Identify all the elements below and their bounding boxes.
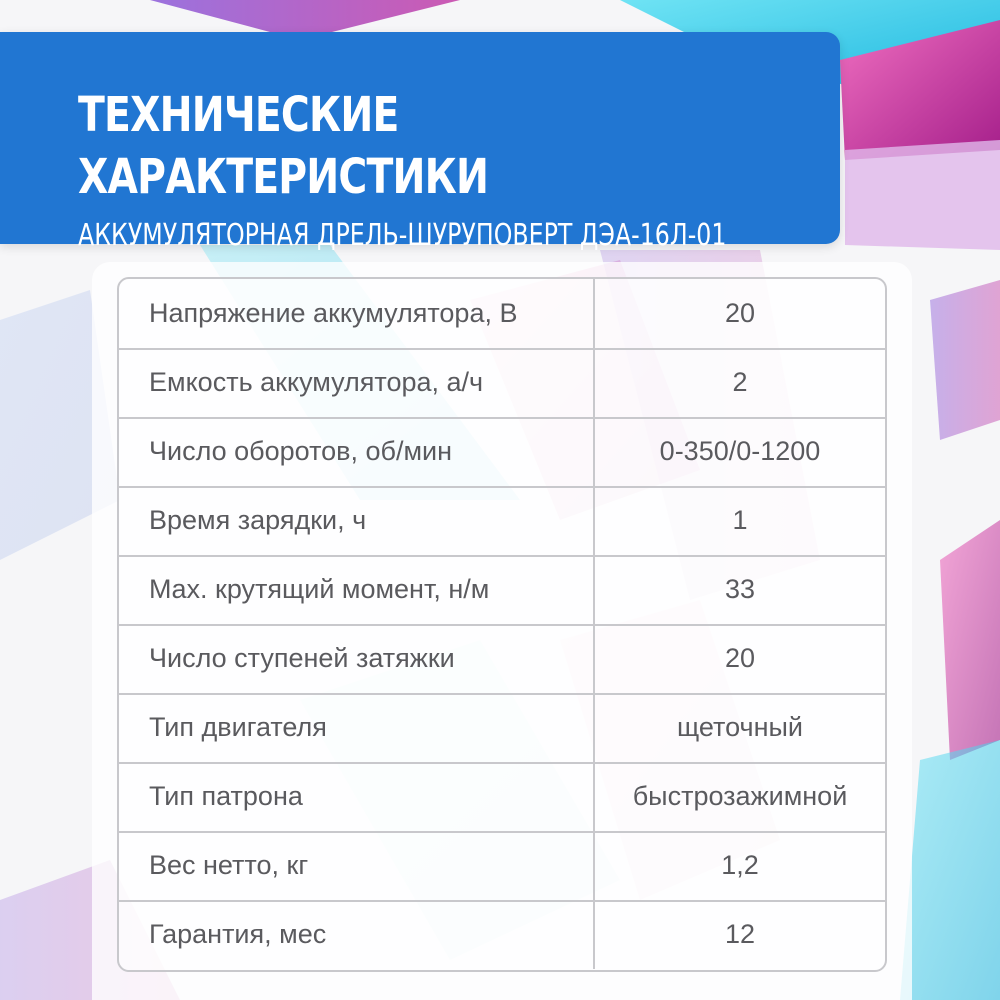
- table-row: [119, 624, 885, 695]
- spec-name: Вес нетто, кг: [119, 831, 595, 900]
- spec-name: Время зарядки, ч: [119, 486, 595, 555]
- table-row: [119, 900, 885, 969]
- page-subtitle: АККУМУЛЯТОРНАЯ ДРЕЛЬ-ШУРУПОВЕРТ ДЭА-16Л-01: [78, 218, 727, 253]
- spec-name: Число ступеней затяжки: [119, 624, 595, 693]
- spec-value: 0-350/0-1200: [659, 436, 821, 466]
- table-row: [119, 486, 885, 557]
- header-banner: [0, 32, 840, 253]
- spec-value: 20: [724, 643, 756, 673]
- spec-value: 20: [724, 298, 756, 328]
- spec-value: 1,2: [721, 850, 759, 880]
- spec-value: щеточный: [677, 712, 803, 742]
- table-row: [119, 831, 885, 902]
- spec-name: Тип патрона: [119, 762, 595, 831]
- spec-name: Max. крутящий момент, н/м: [119, 555, 595, 624]
- spec-value: 33: [724, 574, 756, 604]
- table-row: [119, 693, 885, 764]
- table-row: [119, 555, 885, 626]
- spec-name: Тип двигателя: [119, 693, 595, 762]
- spec-value: 1: [732, 505, 748, 535]
- spec-name: Число оборотов, об/мин: [119, 417, 595, 486]
- table-row: [119, 279, 885, 350]
- table-row: [119, 348, 885, 419]
- spec-value: быстрозажимной: [632, 781, 848, 811]
- spec-name: Емкость аккумулятора, а/ч: [119, 348, 595, 417]
- spec-name: Гарантия, мес: [119, 900, 595, 969]
- table-row: [119, 762, 885, 833]
- table-row: [119, 417, 885, 488]
- specs-table: [117, 277, 887, 972]
- spec-name: Напряжение аккумулятора, В: [119, 279, 595, 348]
- page-title: ТЕХНИЧЕСКИЕ ХАРАКТЕРИСТИКИ: [78, 87, 489, 205]
- spec-value: 2: [732, 367, 748, 397]
- spec-value: 12: [724, 919, 756, 949]
